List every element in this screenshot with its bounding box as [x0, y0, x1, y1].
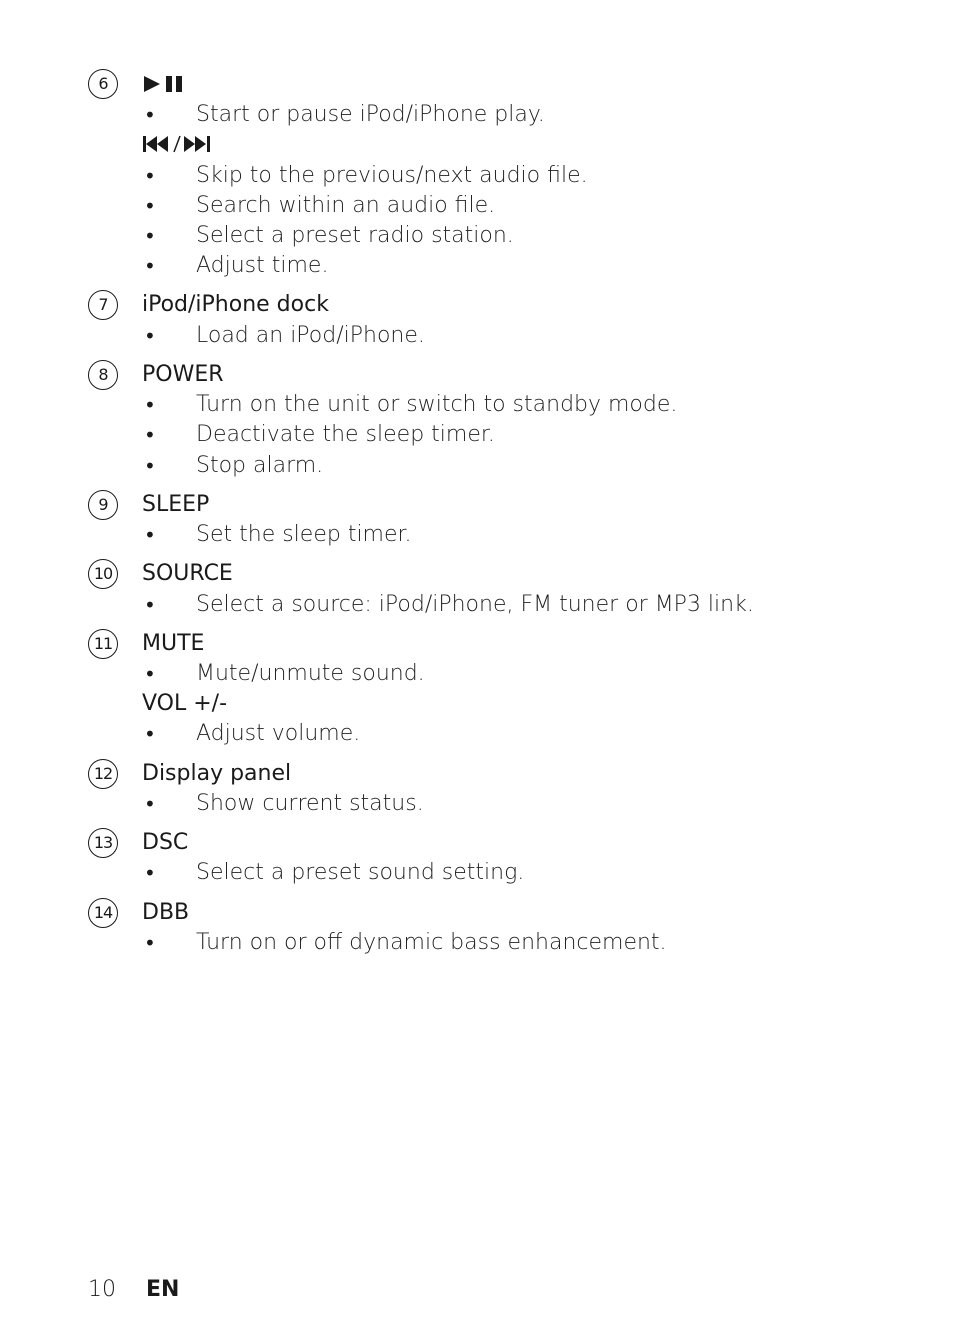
- list-item: [0, 719, 954, 749]
- bullet-text: Stop alarm.: [196, 453, 324, 478]
- list-item: [0, 100, 954, 130]
- item-number-6: 6: [88, 69, 118, 99]
- bullet-text: Select a preset sound setting.: [196, 860, 525, 885]
- list-item: [0, 321, 954, 351]
- bullet-text: Skip to the previous/next audio file.: [196, 163, 588, 188]
- page-number: 10: [88, 1277, 116, 1302]
- item-number-10: 10: [88, 559, 118, 589]
- item-heading: DSC: [142, 830, 189, 855]
- list-item: [0, 520, 954, 550]
- bullet: •: [144, 931, 156, 955]
- play-pause-icon: [142, 74, 188, 100]
- item-heading: Display panel: [142, 761, 292, 786]
- item-heading: MUTE: [142, 631, 205, 656]
- list-item: [0, 659, 954, 689]
- list-item: [0, 161, 954, 191]
- bullet: •: [144, 194, 156, 218]
- item-number-9: 9: [88, 490, 118, 520]
- bullet-text: Select a preset radio station.: [196, 223, 514, 248]
- bullet-text: Show current status.: [196, 791, 424, 816]
- previous-next-icon: [142, 134, 222, 160]
- list-item: [0, 928, 954, 958]
- bullet: •: [144, 254, 156, 278]
- list-item: [0, 221, 954, 251]
- bullet-text: Deactivate the sleep timer.: [196, 422, 495, 447]
- bullet: •: [144, 722, 156, 746]
- bullet: •: [144, 423, 156, 447]
- bullet: •: [144, 454, 156, 478]
- list-item: [0, 858, 954, 888]
- list-item: [0, 251, 954, 281]
- bullet-text: Search within an audio file.: [196, 193, 496, 218]
- item-number-14: 14: [88, 898, 118, 928]
- bullet-text: Adjust time.: [196, 253, 329, 278]
- list-item: [0, 590, 954, 620]
- item-number-11: 11: [88, 629, 118, 659]
- bullet: •: [144, 224, 156, 248]
- bullet-text: Adjust volume.: [196, 721, 361, 746]
- bullet-text: Mute/unmute sound.: [196, 661, 425, 686]
- list-item: [0, 390, 954, 420]
- item-heading: SOURCE: [142, 561, 233, 586]
- item-heading: SLEEP: [142, 492, 210, 517]
- bullet: •: [144, 164, 156, 188]
- item-number-13: 13: [88, 828, 118, 858]
- item-number-7: 7: [88, 290, 118, 320]
- bullet: •: [144, 523, 156, 547]
- list-item: [0, 451, 954, 481]
- bullet: •: [144, 662, 156, 686]
- bullet: •: [144, 861, 156, 885]
- bullet-text: Set the sleep timer.: [196, 522, 412, 547]
- list-item: [0, 420, 954, 450]
- bullet-text: Select a source: iPod/iPhone, FM tuner or MP3 link.: [196, 592, 754, 617]
- bullet: •: [144, 593, 156, 617]
- list-item: [0, 191, 954, 221]
- bullet: •: [144, 393, 156, 417]
- bullet-text: Turn on the unit or switch to standby mode.: [196, 392, 678, 417]
- bullet-text: Start or pause iPod/iPhone play.: [196, 102, 545, 127]
- bullet-text: Load an iPod/iPhone.: [196, 323, 425, 348]
- item-heading: DBB: [142, 900, 190, 925]
- list-item: [0, 789, 954, 819]
- item-number-12: 12: [88, 759, 118, 789]
- item-subheading: VOL +/-: [142, 691, 228, 716]
- bullet: •: [144, 324, 156, 348]
- item-number-8: 8: [88, 360, 118, 390]
- bullet: •: [144, 103, 156, 127]
- item-heading: POWER: [142, 362, 224, 387]
- bullet: •: [144, 792, 156, 816]
- bullet-text: Turn on or off dynamic bass enhancement.: [196, 930, 667, 955]
- item-heading: iPod/iPhone dock: [142, 292, 329, 317]
- language-label: EN: [146, 1277, 180, 1302]
